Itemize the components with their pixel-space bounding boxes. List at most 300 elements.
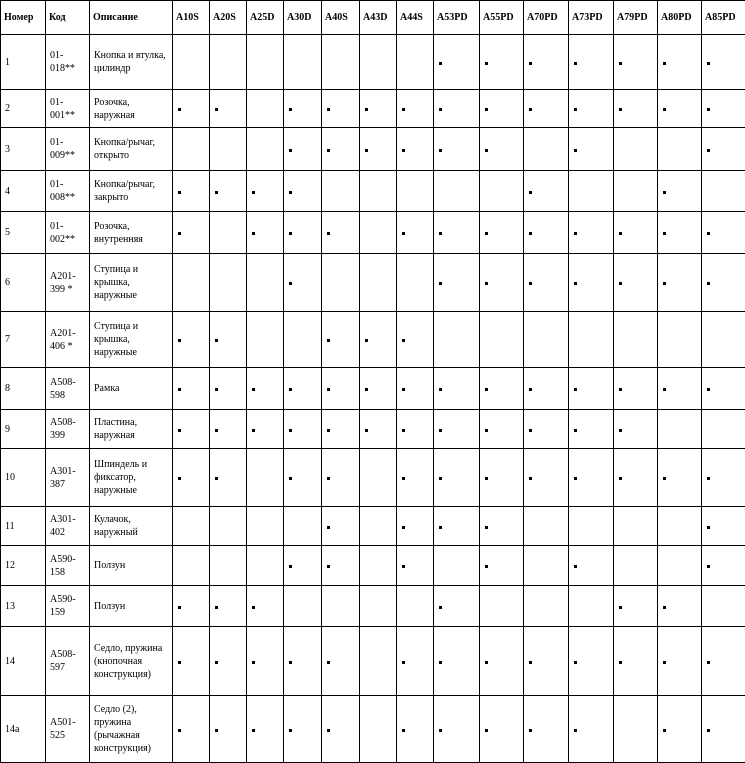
compat-cell (569, 410, 614, 449)
compat-cell (284, 254, 322, 312)
compat-cell (434, 368, 480, 410)
square-dot-icon (707, 62, 710, 65)
compat-cell (173, 90, 210, 128)
compat-cell (284, 410, 322, 449)
compat-cell (322, 696, 360, 763)
compat-cell (210, 212, 247, 254)
square-dot-icon (365, 388, 368, 391)
compat-cell (434, 312, 480, 368)
compat-cell (702, 410, 745, 449)
part-code: A590-159 (46, 586, 90, 627)
compat-cell (210, 410, 247, 449)
header-model: A20S (210, 1, 247, 35)
square-dot-icon (485, 62, 488, 65)
compat-cell (322, 312, 360, 368)
part-code: A508-597 (46, 627, 90, 696)
compat-cell (658, 90, 702, 128)
row-number: 4 (1, 171, 46, 212)
compat-cell (434, 696, 480, 763)
compat-cell (434, 507, 480, 546)
compat-cell (524, 35, 569, 90)
compat-cell (614, 312, 658, 368)
compat-cell (210, 627, 247, 696)
square-dot-icon (707, 477, 710, 480)
square-dot-icon (178, 477, 181, 480)
part-description: Розочка, наружная (90, 90, 173, 128)
square-dot-icon (178, 429, 181, 432)
square-dot-icon (529, 429, 532, 432)
square-dot-icon (178, 606, 181, 609)
table-row (1, 128, 745, 171)
table-row (1, 627, 745, 696)
square-dot-icon (574, 282, 577, 285)
square-dot-icon (574, 477, 577, 480)
compat-cell (524, 449, 569, 507)
square-dot-icon (178, 191, 181, 194)
square-dot-icon (663, 232, 666, 235)
compat-cell (397, 212, 434, 254)
compat-cell (569, 586, 614, 627)
header-model: A10S (173, 1, 210, 35)
compat-cell (434, 212, 480, 254)
compat-cell (397, 507, 434, 546)
compat-cell (658, 586, 702, 627)
compat-cell (658, 171, 702, 212)
compat-cell (480, 312, 524, 368)
square-dot-icon (402, 232, 405, 235)
compat-cell (284, 507, 322, 546)
square-dot-icon (619, 108, 622, 111)
header-model: A79PD (614, 1, 658, 35)
compat-cell (322, 546, 360, 586)
compat-cell (434, 35, 480, 90)
square-dot-icon (663, 661, 666, 664)
square-dot-icon (439, 108, 442, 111)
compat-cell (569, 696, 614, 763)
square-dot-icon (707, 232, 710, 235)
square-dot-icon (215, 191, 218, 194)
part-description: Седло, пружина (кнопочная конструкция) (90, 627, 173, 696)
compat-cell (569, 212, 614, 254)
compat-cell (434, 171, 480, 212)
square-dot-icon (619, 282, 622, 285)
square-dot-icon (485, 282, 488, 285)
compat-cell (322, 449, 360, 507)
header-model: A85PD (702, 1, 745, 35)
square-dot-icon (529, 729, 532, 732)
square-dot-icon (619, 477, 622, 480)
part-description: Кнопка/рычаг, закрыто (90, 171, 173, 212)
square-dot-icon (327, 661, 330, 664)
compat-cell (524, 586, 569, 627)
part-description: Розочка, внутренняя (90, 212, 173, 254)
table-row (1, 586, 745, 627)
compat-cell (322, 128, 360, 171)
square-dot-icon (365, 108, 368, 111)
square-dot-icon (619, 661, 622, 664)
compat-cell (434, 254, 480, 312)
square-dot-icon (402, 339, 405, 342)
square-dot-icon (529, 191, 532, 194)
square-dot-icon (327, 429, 330, 432)
compat-cell (658, 507, 702, 546)
compat-cell (658, 449, 702, 507)
square-dot-icon (485, 661, 488, 664)
compat-cell (569, 171, 614, 212)
square-dot-icon (707, 661, 710, 664)
compat-cell (702, 312, 745, 368)
square-dot-icon (215, 108, 218, 111)
compat-cell (173, 546, 210, 586)
part-code: 01-008** (46, 171, 90, 212)
square-dot-icon (485, 388, 488, 391)
compat-cell (702, 696, 745, 763)
compat-cell (173, 212, 210, 254)
compat-cell (569, 254, 614, 312)
compat-cell (284, 546, 322, 586)
square-dot-icon (707, 108, 710, 111)
square-dot-icon (574, 429, 577, 432)
row-number: 7 (1, 312, 46, 368)
compat-cell (284, 128, 322, 171)
square-dot-icon (215, 388, 218, 391)
square-dot-icon (707, 526, 710, 529)
square-dot-icon (252, 232, 255, 235)
compat-cell (247, 410, 284, 449)
compat-cell (173, 368, 210, 410)
square-dot-icon (485, 477, 488, 480)
compat-cell (702, 171, 745, 212)
compat-cell (397, 128, 434, 171)
square-dot-icon (707, 282, 710, 285)
compat-cell (247, 627, 284, 696)
header-model: A70PD (524, 1, 569, 35)
compat-cell (284, 312, 322, 368)
compat-cell (247, 171, 284, 212)
compat-cell (247, 128, 284, 171)
table-row (1, 410, 745, 449)
compat-cell (524, 90, 569, 128)
compat-cell (524, 128, 569, 171)
compat-cell (360, 586, 397, 627)
table-row (1, 171, 745, 212)
compat-cell (210, 254, 247, 312)
compat-cell (360, 410, 397, 449)
compat-cell (524, 696, 569, 763)
compat-cell (173, 696, 210, 763)
compat-cell (480, 254, 524, 312)
compat-cell (524, 627, 569, 696)
part-description: Пластина, наружная (90, 410, 173, 449)
square-dot-icon (439, 232, 442, 235)
compat-cell (614, 35, 658, 90)
header-code: Код (46, 1, 90, 35)
compat-cell (397, 696, 434, 763)
compat-cell (434, 627, 480, 696)
compat-cell (284, 90, 322, 128)
square-dot-icon (402, 477, 405, 480)
table-row (1, 312, 745, 368)
square-dot-icon (707, 729, 710, 732)
compat-cell (284, 171, 322, 212)
compat-cell (524, 410, 569, 449)
compat-cell (397, 35, 434, 90)
compat-cell (322, 212, 360, 254)
compat-cell (569, 128, 614, 171)
compat-cell (397, 171, 434, 212)
compat-cell (247, 449, 284, 507)
square-dot-icon (663, 606, 666, 609)
compat-cell (658, 546, 702, 586)
compat-cell (397, 410, 434, 449)
square-dot-icon (327, 565, 330, 568)
compat-cell (614, 128, 658, 171)
part-description: Рамка (90, 368, 173, 410)
compat-cell (210, 449, 247, 507)
compat-cell (702, 586, 745, 627)
compat-cell (210, 586, 247, 627)
table-row (1, 254, 745, 312)
compat-cell (360, 696, 397, 763)
compat-cell (480, 90, 524, 128)
square-dot-icon (663, 62, 666, 65)
square-dot-icon (439, 729, 442, 732)
square-dot-icon (178, 108, 181, 111)
square-dot-icon (178, 232, 181, 235)
compat-cell (569, 546, 614, 586)
compat-cell (397, 546, 434, 586)
part-code: 01-001** (46, 90, 90, 128)
compat-cell (247, 507, 284, 546)
square-dot-icon (485, 108, 488, 111)
compat-cell (614, 627, 658, 696)
compat-cell (173, 35, 210, 90)
compat-cell (247, 696, 284, 763)
square-dot-icon (327, 526, 330, 529)
square-dot-icon (289, 565, 292, 568)
square-dot-icon (485, 429, 488, 432)
compat-cell (569, 368, 614, 410)
compat-cell (247, 586, 284, 627)
header-model: A80PD (658, 1, 702, 35)
compat-cell (480, 410, 524, 449)
compat-cell (173, 312, 210, 368)
compat-cell (658, 627, 702, 696)
compat-cell (569, 627, 614, 696)
compat-cell (173, 128, 210, 171)
compat-cell (284, 368, 322, 410)
part-code: A301-387 (46, 449, 90, 507)
square-dot-icon (663, 282, 666, 285)
part-code: A508-598 (46, 368, 90, 410)
square-dot-icon (574, 565, 577, 568)
square-dot-icon (252, 729, 255, 732)
square-dot-icon (327, 339, 330, 342)
compat-cell (658, 128, 702, 171)
compat-cell (614, 254, 658, 312)
compat-cell (284, 449, 322, 507)
square-dot-icon (574, 149, 577, 152)
compat-cell (322, 410, 360, 449)
table-row (1, 368, 745, 410)
compat-cell (702, 212, 745, 254)
table-row (1, 507, 745, 546)
compat-cell (480, 128, 524, 171)
compat-cell (247, 254, 284, 312)
square-dot-icon (619, 429, 622, 432)
square-dot-icon (439, 62, 442, 65)
compat-cell (480, 696, 524, 763)
compat-cell (434, 449, 480, 507)
compat-cell (524, 171, 569, 212)
compat-cell (569, 90, 614, 128)
row-number: 12 (1, 546, 46, 586)
row-number: 11 (1, 507, 46, 546)
compat-cell (322, 254, 360, 312)
square-dot-icon (252, 191, 255, 194)
compat-cell (210, 507, 247, 546)
square-dot-icon (402, 149, 405, 152)
compat-cell (658, 312, 702, 368)
part-description: Кулачок, наружный (90, 507, 173, 546)
compat-cell (702, 254, 745, 312)
compat-cell (247, 212, 284, 254)
square-dot-icon (707, 565, 710, 568)
square-dot-icon (663, 729, 666, 732)
square-dot-icon (402, 565, 405, 568)
compat-cell (210, 312, 247, 368)
part-description: Шпиндель и фиксатор, наружные (90, 449, 173, 507)
part-code: A590-158 (46, 546, 90, 586)
square-dot-icon (289, 661, 292, 664)
part-code: 01-002** (46, 212, 90, 254)
compat-cell (614, 696, 658, 763)
compat-cell (247, 90, 284, 128)
square-dot-icon (252, 388, 255, 391)
square-dot-icon (178, 339, 181, 342)
compat-cell (397, 312, 434, 368)
compat-cell (569, 449, 614, 507)
row-number: 2 (1, 90, 46, 128)
compat-cell (524, 254, 569, 312)
square-dot-icon (439, 606, 442, 609)
compat-cell (322, 90, 360, 128)
square-dot-icon (485, 149, 488, 152)
compat-cell (658, 254, 702, 312)
square-dot-icon (365, 149, 368, 152)
header-model: A53PD (434, 1, 480, 35)
part-description: Ползун (90, 586, 173, 627)
compat-cell (397, 368, 434, 410)
square-dot-icon (327, 149, 330, 152)
square-dot-icon (439, 282, 442, 285)
square-dot-icon (365, 429, 368, 432)
compat-cell (702, 627, 745, 696)
square-dot-icon (289, 388, 292, 391)
part-description: Ступица и крышка, наружные (90, 312, 173, 368)
compat-cell (247, 368, 284, 410)
row-number: 6 (1, 254, 46, 312)
square-dot-icon (529, 282, 532, 285)
part-code: 01-018** (46, 35, 90, 90)
part-code: A201-406 * (46, 312, 90, 368)
compat-cell (614, 586, 658, 627)
square-dot-icon (485, 232, 488, 235)
compat-cell (322, 368, 360, 410)
square-dot-icon (439, 477, 442, 480)
header-model: A55PD (480, 1, 524, 35)
compat-cell (360, 627, 397, 696)
compat-cell (614, 90, 658, 128)
compat-cell (658, 410, 702, 449)
header-row (1, 1, 745, 35)
compat-cell (360, 449, 397, 507)
compat-cell (614, 171, 658, 212)
compat-cell (480, 212, 524, 254)
part-description: Ступица и крышка, наружные (90, 254, 173, 312)
table-row (1, 212, 745, 254)
compat-cell (173, 171, 210, 212)
square-dot-icon (215, 477, 218, 480)
compat-cell (247, 546, 284, 586)
square-dot-icon (663, 191, 666, 194)
row-number: 1 (1, 35, 46, 90)
square-dot-icon (178, 388, 181, 391)
compat-cell (322, 171, 360, 212)
compat-cell (480, 627, 524, 696)
row-number: 9 (1, 410, 46, 449)
square-dot-icon (574, 232, 577, 235)
square-dot-icon (574, 388, 577, 391)
square-dot-icon (402, 429, 405, 432)
row-number: 8 (1, 368, 46, 410)
compat-cell (702, 449, 745, 507)
header-model: A40S (322, 1, 360, 35)
compat-cell (524, 212, 569, 254)
compat-cell (702, 368, 745, 410)
square-dot-icon (402, 388, 405, 391)
compat-cell (322, 586, 360, 627)
compat-cell (434, 90, 480, 128)
square-dot-icon (707, 149, 710, 152)
compat-cell (360, 546, 397, 586)
compat-cell (360, 212, 397, 254)
square-dot-icon (215, 661, 218, 664)
header-model: A43D (360, 1, 397, 35)
square-dot-icon (529, 62, 532, 65)
compat-cell (614, 507, 658, 546)
compat-cell (434, 586, 480, 627)
square-dot-icon (215, 606, 218, 609)
row-number: 3 (1, 128, 46, 171)
compat-cell (434, 410, 480, 449)
square-dot-icon (327, 232, 330, 235)
compat-cell (210, 546, 247, 586)
square-dot-icon (619, 62, 622, 65)
compat-cell (614, 368, 658, 410)
square-dot-icon (485, 729, 488, 732)
compat-cell (524, 546, 569, 586)
part-description: Кнопка и втулка, цилиндр (90, 35, 173, 90)
square-dot-icon (327, 477, 330, 480)
compat-cell (210, 35, 247, 90)
compat-cell (702, 35, 745, 90)
header-model: A25D (247, 1, 284, 35)
compat-cell (360, 312, 397, 368)
part-code: A301-402 (46, 507, 90, 546)
compat-cell (480, 586, 524, 627)
square-dot-icon (289, 149, 292, 152)
